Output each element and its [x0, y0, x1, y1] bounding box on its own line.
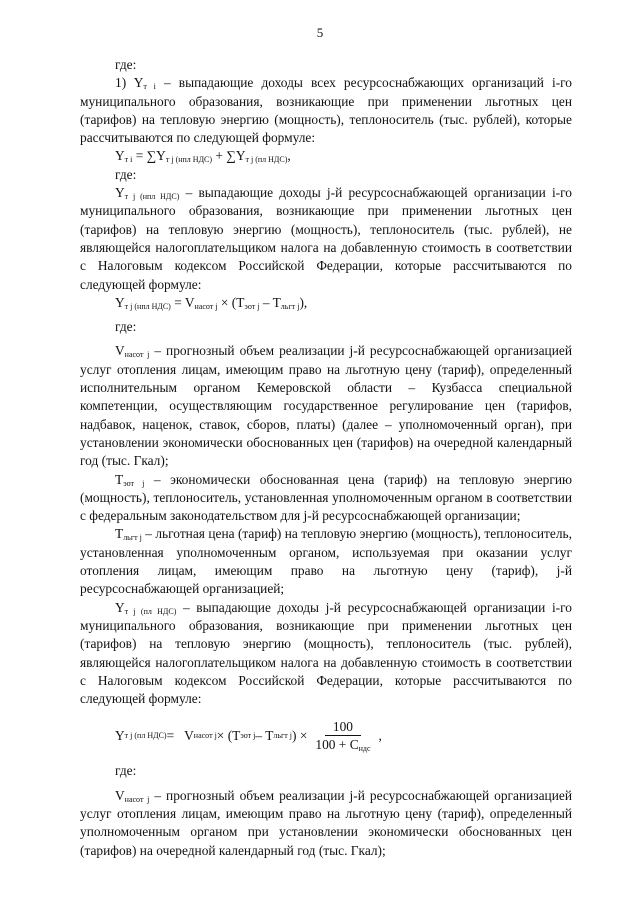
page-number: 5 — [316, 25, 324, 40]
fraction-denominator: $100 + C_{ндс}$ — [315, 736, 371, 753]
definition-v-nasot-1: $V_{насот j}$ – прогнозный объем реализации j-й ресурсоснабжающей организацией услуг отопления лицам, имеющим право на льготную цену (тариф), определенный исполнительным органом Кемеровской области – Кузбасса специальной компетенции, осуществляющим государственное регулирование цен (тарифов, надбавок, наценок, ставок, сборов, платы) (далее – уполномоченный орган), при установлении экономически обоснованных цен (тарифов) на очередной календарный год (тыс. Гкал); — [80, 343, 572, 469]
definition-t-eot: $T_{эот j}$ – экономически обоснованная цена (тариф) на тепловую энергию (мощность), теплоноситель, установленная уполномоченным органом в соответствии с федеральным законодательством для j-й ресурсоснабжающей организации; — [80, 471, 573, 524]
definition-y-pl-nds: $Y_{т j (пл НДС)}$ – выпадающие доходы j-й ресурсоснабжающей организации i-го муниципального образования, возникающие при применении льготных цен (тарифов) на тепловую энергию (мощность), теплоноситель (тыс. рублей), являющейся налогоплательщиком налога на добавленную стоимость в соответствии с Налоговым кодексом Российской Федерации, которые рассчитываются по следующей формуле: — [80, 599, 572, 707]
item-1-paragraph — [80, 74, 572, 147]
definition-v-nasot-2: $V_{насот j}$ – прогнозный объем реализации j-й ресурсоснабжающей организацией услуг отопления лицам, имеющим право на льготную цену (тариф), определенный уполномоченным органом при установлении экономически обоснованных цен (тарифов) на очередной календарный год (тыс. Гкал); — [80, 787, 572, 858]
where-label: где: — [115, 57, 137, 72]
document-body — [80, 56, 572, 860]
item-1-text: – выпадающие доходы всех ресурсоснабжающих организаций i-го муниципального образования, возникающие при применении льготных цен (тарифов) на тепловую энергию (мощность), теплоноситель (тыс. рублей), которые рассчитываются по следующей формуле: — [80, 75, 573, 146]
definition-y-npl-nds: $Y_{т j (нпл НДС)}$ – выпадающие доходы j-й ресурсоснабжающей организации i-го муниципального образования, возникающие при применении льготных цен (тарифов) на тепловую энергию (мощность), теплоноситель (тыс. рублей), не являющейся налогоплательщиком налога на добавленную стоимость в соответствии с Налоговым кодексом Российской Федерации, которые рассчитываются по следующей формуле: — [80, 185, 572, 292]
item-1-symbol-sub: т i — [143, 82, 156, 92]
where-label: где: — [115, 166, 137, 182]
definition-t-lgt: $T_{льгт j}$ – льготная цена (тариф) на тепловую энергию (мощность), теплоноситель, установленная уполномоченным органом, используемая при оказании услуг отопления лицам, имеющим право на льготную цену (тариф), j-й ресурсоснабжающей организацией; — [80, 526, 572, 597]
where-label: где: — [115, 319, 137, 335]
item-1-symbol: 1) Y — [115, 75, 144, 91]
fraction — [311, 719, 374, 754]
formula-1: $Y_{т i} = \sum Y_{т j (нпл НДС)} + \sum Y_{т j (пл НДС)}$, — [115, 148, 291, 165]
where-label: где: — [115, 763, 137, 779]
formula-3: Y т j (пл НДС) = V насот j × (T эот j – T льгт j ) × $\frac{100}{100 + C_{ндс}}$ , — [115, 718, 382, 753]
fraction-numerator: 100 — [325, 719, 361, 736]
formula-2: $Y_{т j (нпл НДС)} = V_{насот j} \times (T_{эот j} - T_{льгт j})$, — [115, 294, 308, 311]
